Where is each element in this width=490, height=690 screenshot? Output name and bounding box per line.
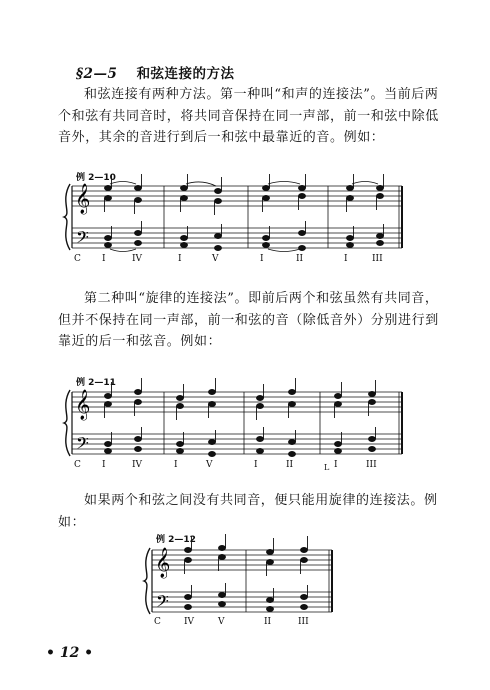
section-number: §2—5 [76,66,118,82]
example-label: 例 2—10 [76,173,116,183]
paragraph-no-common-tone [58,490,442,533]
example-label: 例 2—12 [156,535,196,545]
paragraph-text: 第二种叫“旋律的连接法”。即前后两个和弦虽然有共同音，但并不保持在同一声部，前一和弦的音（除低音外）分别进行到靠近的后一和弦音。例如： [58,291,439,349]
example-label: 例 2—11 [76,378,116,388]
key-marker: C [74,460,81,470]
extra-mark: L [324,463,330,472]
key-marker: C [74,254,81,264]
section-title: 和弦连接的方法 [136,66,235,82]
svg-text:𝄞: 𝄞 [75,390,91,420]
harmony-numerals-2-10: C I IV I V I II I III [74,254,383,264]
svg-text:𝄢: 𝄢 [76,433,89,457]
paragraph-text: 和弦连接有两种方法。第一种叫“和声的连接法”。当前后两个和弦有共同音时，将共同音保持在同一声部，前一和弦中除低音外，其余的音进行到后一和弦中最靠近的音。例如： [58,87,439,145]
paragraph-melodic-connection [58,288,442,353]
svg-text:𝄞: 𝄞 [75,184,91,214]
svg-text:𝄞: 𝄞 [155,548,171,578]
harmony-numerals-2-12: C IV V II III [154,617,309,627]
harmony-numerals-2-11: C I IV I V I II L I III [74,460,377,472]
section-heading [76,62,235,82]
svg-text:𝄢: 𝄢 [156,591,169,615]
paragraph-harmonic-connection [58,84,442,149]
paragraph-text: 如果两个和弦之间没有共同音，便只能用旋律的连接法。例如： [58,493,438,530]
key-marker: C [154,617,161,627]
music-example-2-10 [66,176,406,266]
page-number: • 12 • [46,645,94,661]
svg-text:𝄢: 𝄢 [76,227,89,251]
music-example-2-11 [66,382,406,472]
